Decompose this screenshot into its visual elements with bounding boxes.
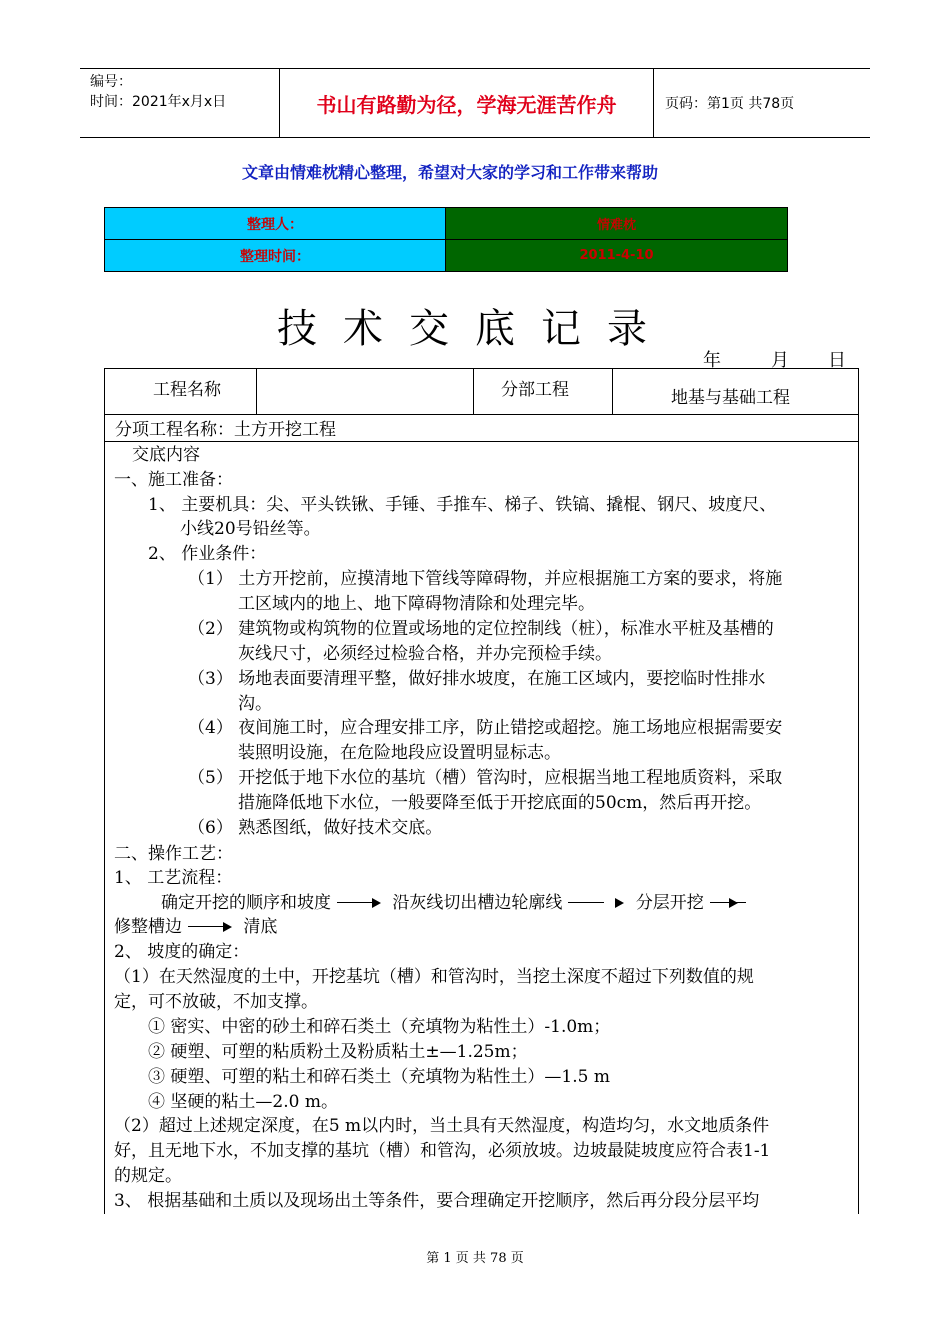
text-line: ① 密实、中密的砂土和碎石类土（充填物为粘性土）-1.0m； [148, 1017, 611, 1037]
text-line: ④ 坚硬的粘土—2.0 m。 [148, 1092, 338, 1112]
flow-step-4: 修整槽边 [114, 917, 182, 937]
arrow-icon [710, 898, 738, 908]
text-line: ② 硬塑、可塑的粘质粉土及粉质粘土±—1.25m； [148, 1042, 528, 1062]
arrow-icon [337, 898, 381, 908]
organizer-name-label: 整理人： [105, 208, 446, 239]
flow-step-1: 确定开挖的顺序和坡度 [161, 893, 331, 913]
text-line: 定，可不放破，不加支撑。 [114, 992, 318, 1012]
text-line: 1、 工艺流程： [114, 868, 233, 888]
organizer-time-label: 整理时间： [105, 240, 446, 271]
flow-step-2: 沿灰线切出槽边轮廓线 [392, 893, 563, 913]
item-divider [105, 441, 858, 442]
section-2-heading: 二、操作工艺： [114, 844, 233, 864]
text-line: 2、 坡度的确定： [114, 942, 250, 962]
text-line: 的规定。 [114, 1166, 182, 1186]
text-line: 措施降低地下水位，一般要降至低于开挖底面的50cm，然后再开挖。 [238, 793, 762, 813]
text-line: ③ 硬塑、可塑的粘土和碎石类土（充填物为粘性土）—1.5 m [148, 1067, 610, 1087]
organizer-time-value: 2011-4-10 [446, 240, 787, 271]
text-line: （2） 建筑物或构筑物的位置或场地的定位控制线（桩），标准水平桩及基槽的 [188, 619, 774, 639]
date-year: 年 [703, 350, 721, 371]
text-line: 1、 主要机具：尖、平头铁锹、手锤、手推车、梯子、铁镐、撬棍、钢尺、坡度尺、 [148, 495, 777, 515]
project-name-value [257, 369, 474, 414]
text-line: （3） 场地表面要清理平整，做好排水坡度，在施工区域内，要挖临时性排水 [188, 669, 766, 689]
organizer-row-time [105, 240, 787, 271]
text-line: 沟。 [238, 694, 272, 714]
number-label: 编号： [90, 74, 132, 90]
subtitle: 文章由情难枕精心整理，希望对大家的学习和工作带来帮助 [241, 163, 658, 182]
text-line: （2）超过上述规定深度，在5 m以内时，当土具有天然湿度，构造均匀，水文地质条件 [114, 1116, 770, 1136]
doc-title: 技术交底记录 [277, 306, 673, 352]
text-line: （6） 熟悉图纸，做好技术交底。 [188, 818, 443, 838]
division-label: 分部工程 [473, 369, 613, 414]
text-line: （1）在天然湿度的土中，开挖基坑（槽）和管沟时，当挖土深度不超过下列数值的规 [114, 967, 754, 987]
text-line: 灰线尺寸，必须经过检验合格，并办完预检手续。 [238, 644, 612, 664]
text-line: （4） 夜间施工时，应合理安排工序，防止错挖或超挖。施工场地应根据需要安 [188, 718, 783, 738]
process-flow-line-2 [114, 915, 277, 939]
date-day: 日 [828, 350, 846, 371]
project-name-label: 工程名称 [105, 369, 257, 414]
page-header [80, 68, 870, 138]
item-name: 分项工程名称：土方开挖工程 [115, 420, 336, 440]
section-1-heading: 一、施工准备： [114, 470, 233, 490]
text-line: 装照明设施，在危险地段应设置明显标志。 [238, 743, 561, 763]
text-line: （1） 土方开挖前，应摸清地下管线等障碍物，并应根据施工方案的要求，将施 [188, 569, 783, 589]
project-info-row [104, 368, 859, 415]
header-page-info: 页码：第1页 共78页 [665, 96, 795, 112]
date-month: 月 [771, 350, 789, 371]
header-motto: 书山有路勤为径，学海无涯苦作舟 [280, 69, 654, 137]
text-line: 2、 作业条件： [148, 544, 267, 564]
flow-step-5: 清底 [243, 917, 278, 937]
text-line: （5） 开挖低于地下水位的基坑（槽）管沟时，应根据当地工程地质资料，采取 [188, 768, 783, 788]
arrow-icon [568, 898, 624, 908]
content-heading: 交底内容 [132, 445, 200, 465]
division-value: 地基与基础工程 [671, 388, 790, 408]
text-line: 工区域内的地上、地下障碍物清除和处理完毕。 [238, 594, 595, 614]
organizer-name-value: 情难枕 [446, 208, 787, 239]
page-footer: 第 1 页 共 78 页 [426, 1251, 524, 1266]
date-label: 时间：2021年x月x日 [90, 94, 227, 110]
organizer-row-name [105, 208, 787, 240]
process-flow-line-1 [161, 891, 744, 915]
organizer-table [104, 207, 788, 272]
text-line: 好，且无地下水，不加支撑的基坑（槽）和管沟，必须放坡。边坡最陡坡度应符合表1-1 [114, 1141, 771, 1161]
text-line: 小线20号铅丝等。 [180, 519, 321, 539]
text-line: 3、 根据基础和土质以及现场出土等条件，要合理确定开挖顺序，然后再分段分层平均 [114, 1191, 760, 1211]
flow-step-3: 分层开挖 [635, 893, 704, 913]
header-meta [80, 69, 280, 137]
arrow-icon [188, 922, 232, 932]
